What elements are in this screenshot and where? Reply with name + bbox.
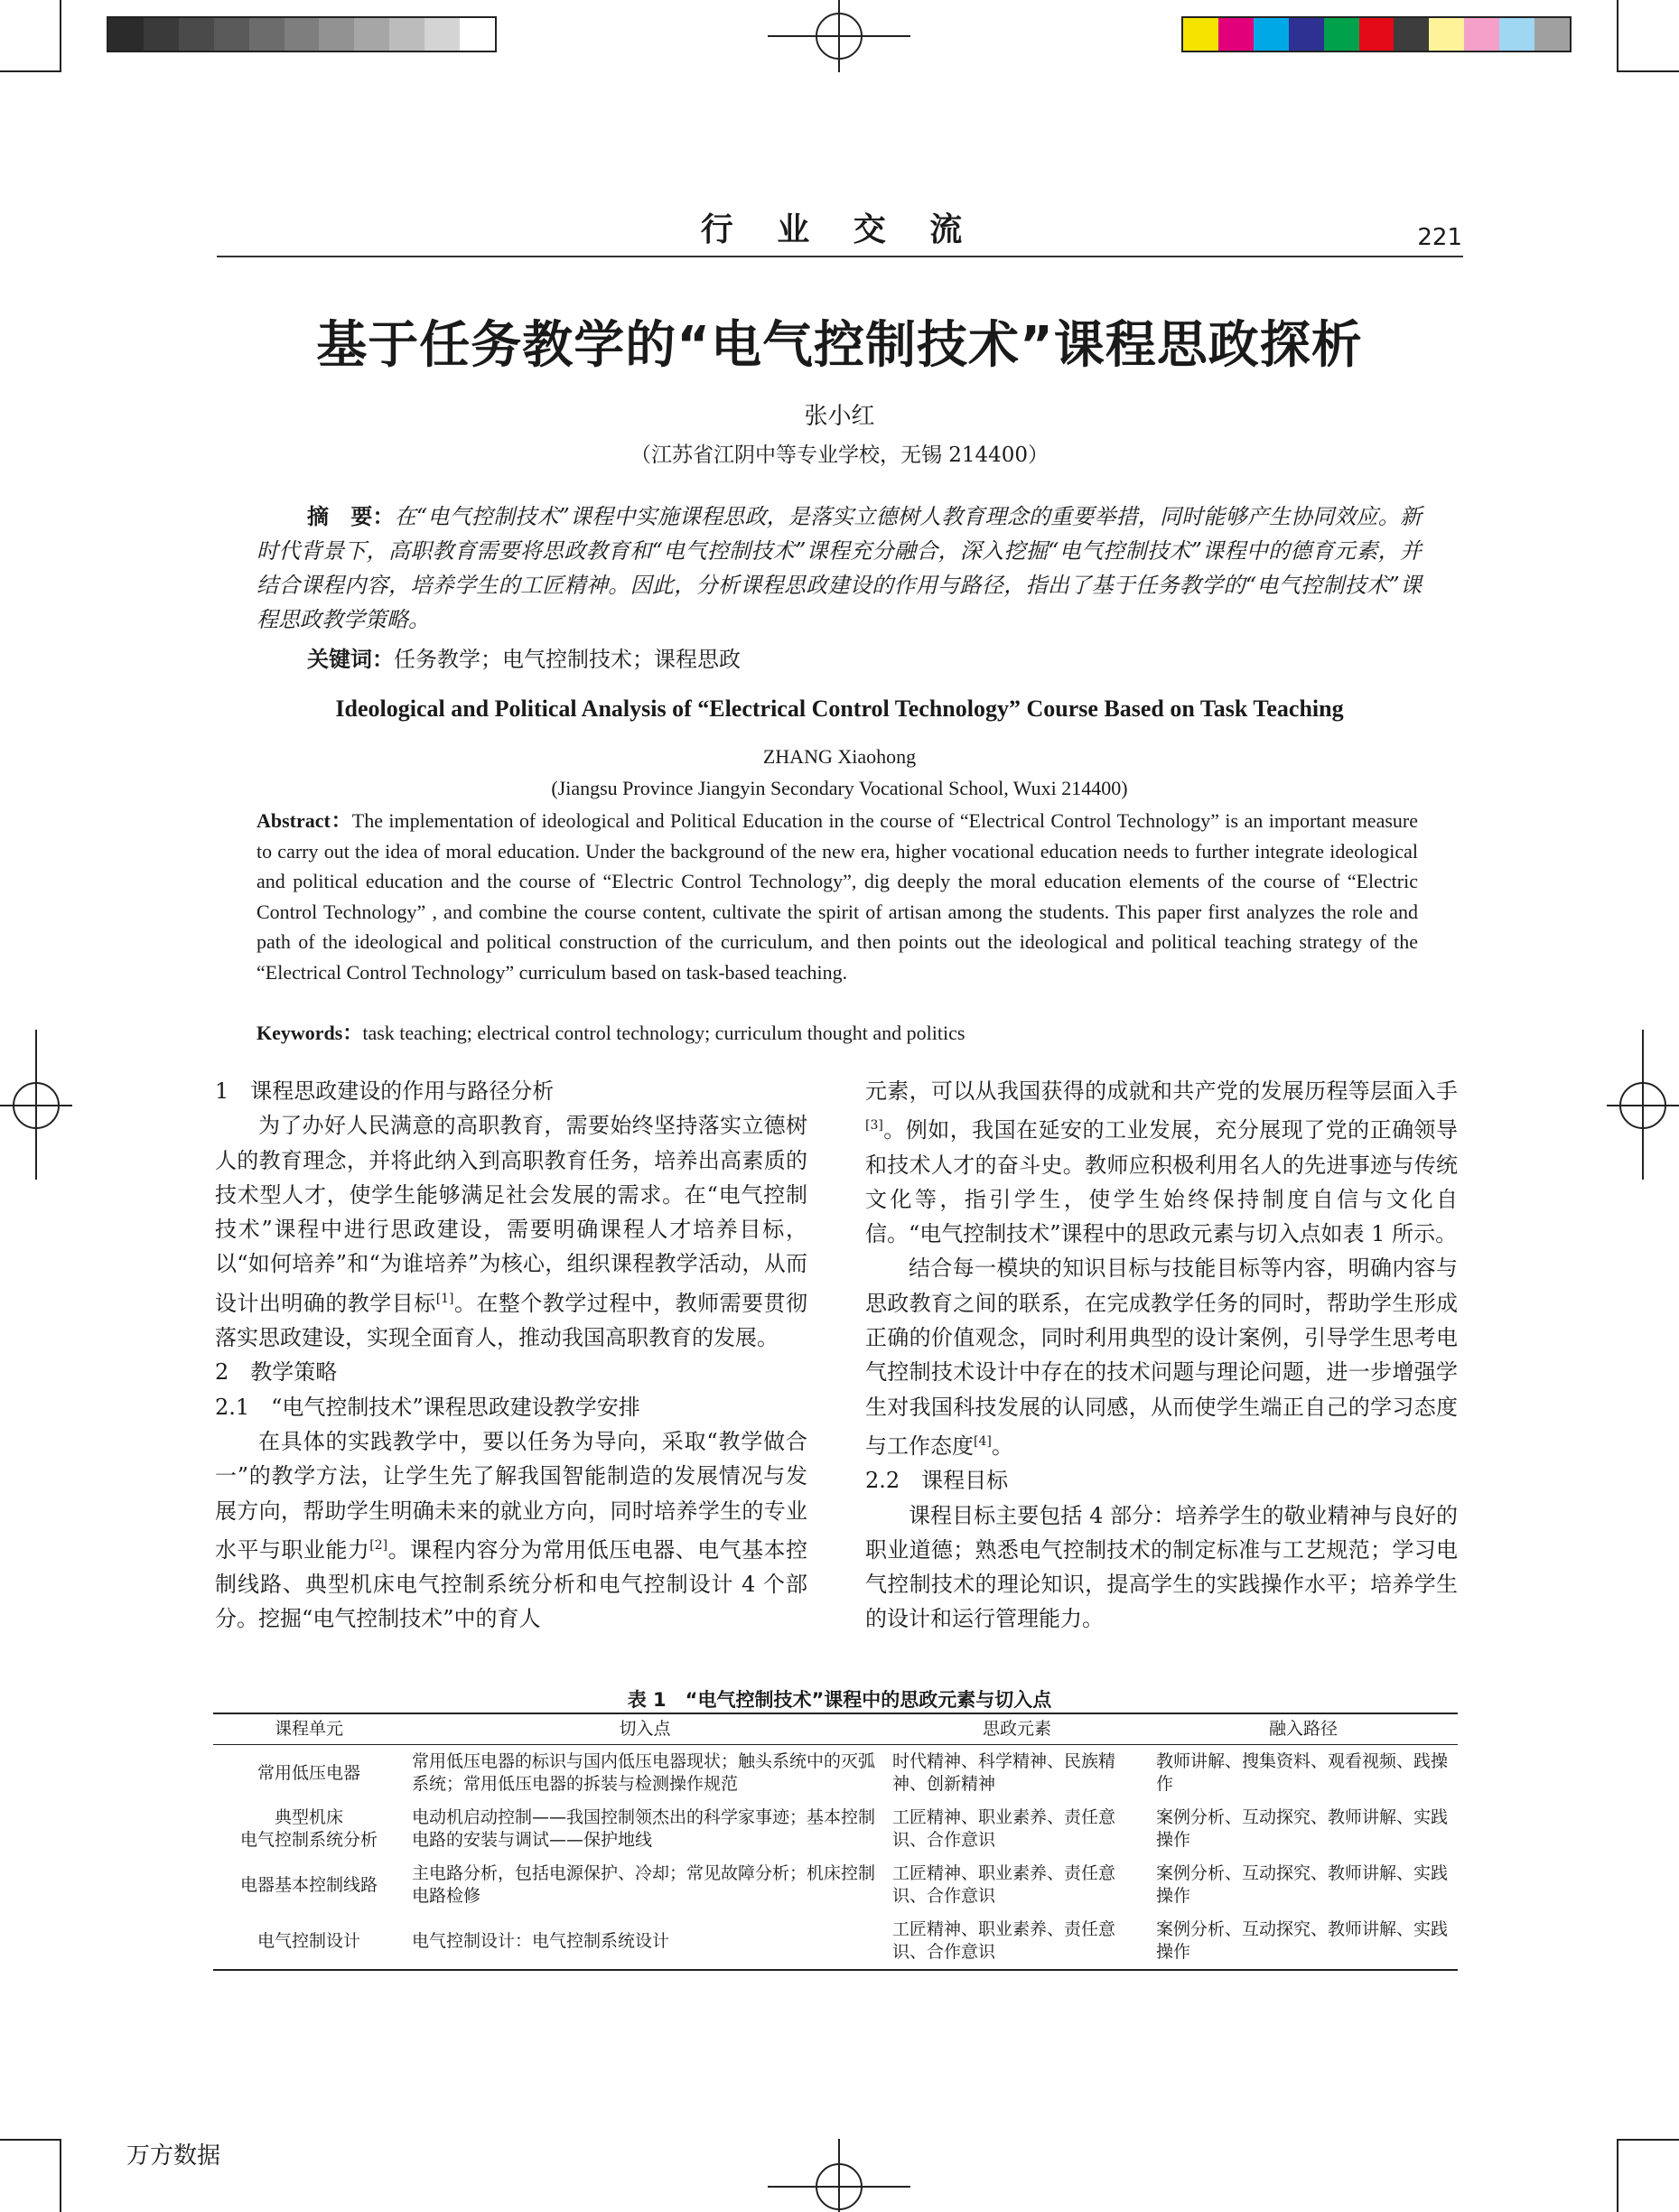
english-affiliation: (Jiangsu Province Jiangyin Secondary Vocational School, Wuxi 214400) xyxy=(551,777,1128,799)
keywords-cn xyxy=(307,641,741,673)
table-cell: 案例分析、互动探究、教师讲解、实践操作 xyxy=(1156,1863,1449,1906)
paragraph-2-end: 。课程内容分为常用低压电器、电气基本控制线路、典型机床电气控制系统分析和电气控制设计 4 个部分。挖掘“电气控制技术”中的育人 xyxy=(215,1536,808,1632)
table-cell: 常用低压电器的标识与国内低压电器现状；触头系统中的灭弧系统；常用低压电器的拆装与检测操作规范 xyxy=(412,1751,876,1794)
body-right-column xyxy=(865,1074,1458,1637)
color-calibration-bar xyxy=(1181,16,1572,52)
swatch xyxy=(389,18,424,51)
table-cell: 电动机启动控制——我国控制领杰出的科学家事迹；基本控制电路的安装与调试——保护地线 xyxy=(412,1807,876,1850)
paragraph-4-end: 。 xyxy=(991,1433,1013,1459)
paragraph-1 xyxy=(215,1108,807,1355)
table-header-path: 融入路径 xyxy=(1149,1713,1458,1745)
table-row xyxy=(213,1745,1458,1802)
swatch xyxy=(1429,18,1464,51)
heading-2-2: 2.2 课程目标 xyxy=(865,1468,1009,1494)
paragraph-2 xyxy=(215,1424,807,1637)
swatch xyxy=(319,18,354,51)
swatch xyxy=(1394,18,1429,51)
table-cell: 时代精神、科学精神、民族精神、创新精神 xyxy=(892,1751,1116,1794)
english-title: Ideological and Political Analysis of “Electrical Control Technology” Course Based on Task Teaching xyxy=(335,695,1344,722)
citation-2: [2] xyxy=(369,1537,388,1553)
page-number: 221 xyxy=(1417,224,1462,251)
table-cell: 电气控制设计 xyxy=(213,1913,405,1970)
swatch xyxy=(284,18,320,51)
keywords-en-label: Keywords： xyxy=(257,1022,363,1044)
swatch xyxy=(108,18,144,51)
paragraph-5: 课程目标主要包括 4 部分：培养学生的敬业精神与良好的职业道德；熟悉电气控制技术的制定标准与工艺规范；学习电气控制技术的理论知识，提高学生的实践操作水平；培养学生的设计和运行管理能力。 xyxy=(865,1502,1458,1632)
paragraph-1-end: 。在整个教学过程中，教师需要贯彻落实思政建设，实现全面育人，推动我国高职教育的发展。 xyxy=(215,1290,808,1351)
citation-4: [4] xyxy=(974,1433,992,1449)
swatch xyxy=(424,18,460,51)
table-cell: 电气控制设计：电气控制系统设计 xyxy=(405,1913,885,1970)
table-cell: 常用低压电器 xyxy=(257,1762,360,1783)
swatch xyxy=(1183,18,1218,51)
abstract-en-text: The implementation of ideological and Political Education in the course of “Electrical Control Technology” is an important measure to carry out the idea of moral education. Under the background of the new era, higher vocational education needs to further integrate ideological and political education and the course of “Electric Control Technology”, dig deeply the moral education elements of the course of “Electric Control Technology” , and combine the course content, cultivate the spirit of artisan among the students. This paper first analyzes the role and path of the ideological and political construction of the curriculum, and then points out the ideological and political teaching strategy of the “Electrical Control Technology” curriculum based on task-based teaching. xyxy=(257,809,1418,984)
table-row xyxy=(213,1913,1458,1970)
table-cell: 工匠精神、职业素养、责任意识、合作意识 xyxy=(892,1807,1116,1850)
keywords-cn-text: 任务教学；电气控制技术；课程思政 xyxy=(394,647,741,672)
swatch xyxy=(1324,18,1359,51)
watermark: 万方数据 xyxy=(126,2142,221,2170)
table-cell: 工匠精神、职业素养、责任意识、合作意识 xyxy=(892,1863,1116,1906)
table-cell: 典型机床 电气控制系统分析 xyxy=(239,1807,378,1850)
elements-table xyxy=(213,1713,1458,1971)
english-author: ZHANG Xiaohong xyxy=(762,745,917,768)
heading-1: 1 课程思政建设的作用与路径分析 xyxy=(215,1078,555,1104)
swatch xyxy=(354,18,389,51)
table-caption: 表 1 “电气控制技术”课程中的思政元素与切入点 xyxy=(627,1689,1052,1711)
citation-1: [1] xyxy=(435,1291,454,1306)
abstract-cn-text: 在“电气控制技术”课程中实施课程思政，是落实立德树人教育理念的重要举措，同时能够产生协同效应。新时代背景下，高职教育需要将思政教育和“电气控制技术”课程充分融合，深入挖掘“电气控制技术”课程中的德育元素，并结合课程内容，培养学生的工匠精神。因此，分析课程思政建设的作用与路径，指出了基于任务教学的“电气控制技术”课程思政教学策略。 xyxy=(257,504,1422,632)
paragraph-3-end: 。例如，我国在延安的工业发展，充分展现了党的正确领导和技术人才的奋斗史。教师应积极利用名人的先进事迹与传统文化等，指引学生，使学生始终保持制度自信与文化自信。“电气控制技术”课程中的思政元素与切入点如表 1 所示。 xyxy=(865,1117,1458,1247)
swatch xyxy=(249,18,284,51)
table-row xyxy=(213,1801,1458,1857)
table-cell: 教师讲解、搜集资料、观看视频、践操作 xyxy=(1156,1751,1449,1794)
paragraph-3-text: 元素，可以从我国获得的成就和共产党的发展历程等层面入手 xyxy=(865,1078,1458,1104)
paragraph-2-text: 在具体的实践教学中，要以任务为导向，采取“教学做合一”的教学方法，让学生先了解我国智能制造的发展情况与发展方向，帮助学生明确未来的就业方向，同时培养学生的专业水平与职业能力 xyxy=(215,1428,807,1563)
table-header-row xyxy=(213,1713,1458,1745)
paragraph-4 xyxy=(865,1251,1458,1463)
table-row xyxy=(213,1857,1458,1913)
swatch xyxy=(1289,18,1324,51)
keywords-en xyxy=(257,1018,965,1046)
table-cell: 电器基本控制线路 xyxy=(239,1874,378,1895)
swatch xyxy=(1534,18,1570,51)
swatch xyxy=(214,18,249,51)
header-rule xyxy=(217,256,1463,257)
table-header-elements: 思政元素 xyxy=(885,1713,1149,1745)
paragraph-1-text: 为了办好人民满意的高职教育，需要始终坚持落实立德树人的教育理念，并将此纳入到高职教育任务，培养出高素质的技术型人才，使学生能够满足社会发展的需求。在“电气控制技术”课程中进行思政建设，需要明确课程人才培养目标，以“如何培养”和“为谁培养”为核心，组织课程教学活动，从而设计出明确的教学目标 xyxy=(215,1113,807,1316)
keywords-en-text: task teaching; electrical control technology; curriculum thought and politics xyxy=(362,1022,965,1044)
swatch xyxy=(179,18,214,51)
table-header-unit: 课程单元 xyxy=(213,1713,405,1745)
abstract-en xyxy=(257,806,1418,987)
affiliation: （江苏省江阴中等专业学校，无锡 214400） xyxy=(630,443,1049,467)
section-header: 行 业 交 流 xyxy=(700,210,979,248)
paper-title: 基于任务教学的“电气控制技术”课程思政探析 xyxy=(316,316,1363,375)
table-cell: 工匠精神、职业素养、责任意识、合作意识 xyxy=(885,1913,1149,1970)
citation-3: [3] xyxy=(865,1118,883,1134)
table-cell: 主电路分析，包括电源保护、冷却；常见故障分析；机床控制电路检修 xyxy=(412,1863,876,1906)
grayscale-calibration-bar xyxy=(107,16,497,52)
body-left-column xyxy=(215,1074,807,1637)
abstract-en-label: Abstract： xyxy=(257,809,352,832)
swatch xyxy=(1359,18,1395,51)
table-cell: 案例分析、互动探究、教师讲解、实践操作 xyxy=(1149,1913,1458,1970)
swatch xyxy=(1464,18,1499,51)
paragraph-3 xyxy=(865,1074,1458,1251)
swatch xyxy=(1499,18,1534,51)
abstract-cn xyxy=(257,499,1422,637)
swatch xyxy=(1218,18,1254,51)
swatch xyxy=(460,18,495,51)
keywords-cn-label: 关键词： xyxy=(307,646,394,672)
paragraph-4-text: 结合每一模块的知识目标与技能目标等内容，明确内容与思政教育之间的联系，在完成教学任务的同时，帮助学生形成正确的价值观念，同时利用典型的设计案例，引导学生思考电气控制技术设计中存在的技术问题与理论问题，进一步增强学生对我国科技发展的认同感，从而使学生端正自己的学习态度与工作态度 xyxy=(865,1255,1458,1459)
heading-2-1: 2.1 “电气控制技术”课程思政建设教学安排 xyxy=(215,1394,640,1420)
author: 张小红 xyxy=(804,403,875,430)
table-cell: 案例分析、互动探究、教师讲解、实践操作 xyxy=(1156,1807,1449,1850)
heading-2: 2 教学策略 xyxy=(215,1359,338,1386)
swatch xyxy=(144,18,179,51)
abstract-cn-label: 摘 要： xyxy=(307,503,395,529)
table-header-entry: 切入点 xyxy=(405,1713,885,1745)
swatch xyxy=(1254,18,1289,51)
